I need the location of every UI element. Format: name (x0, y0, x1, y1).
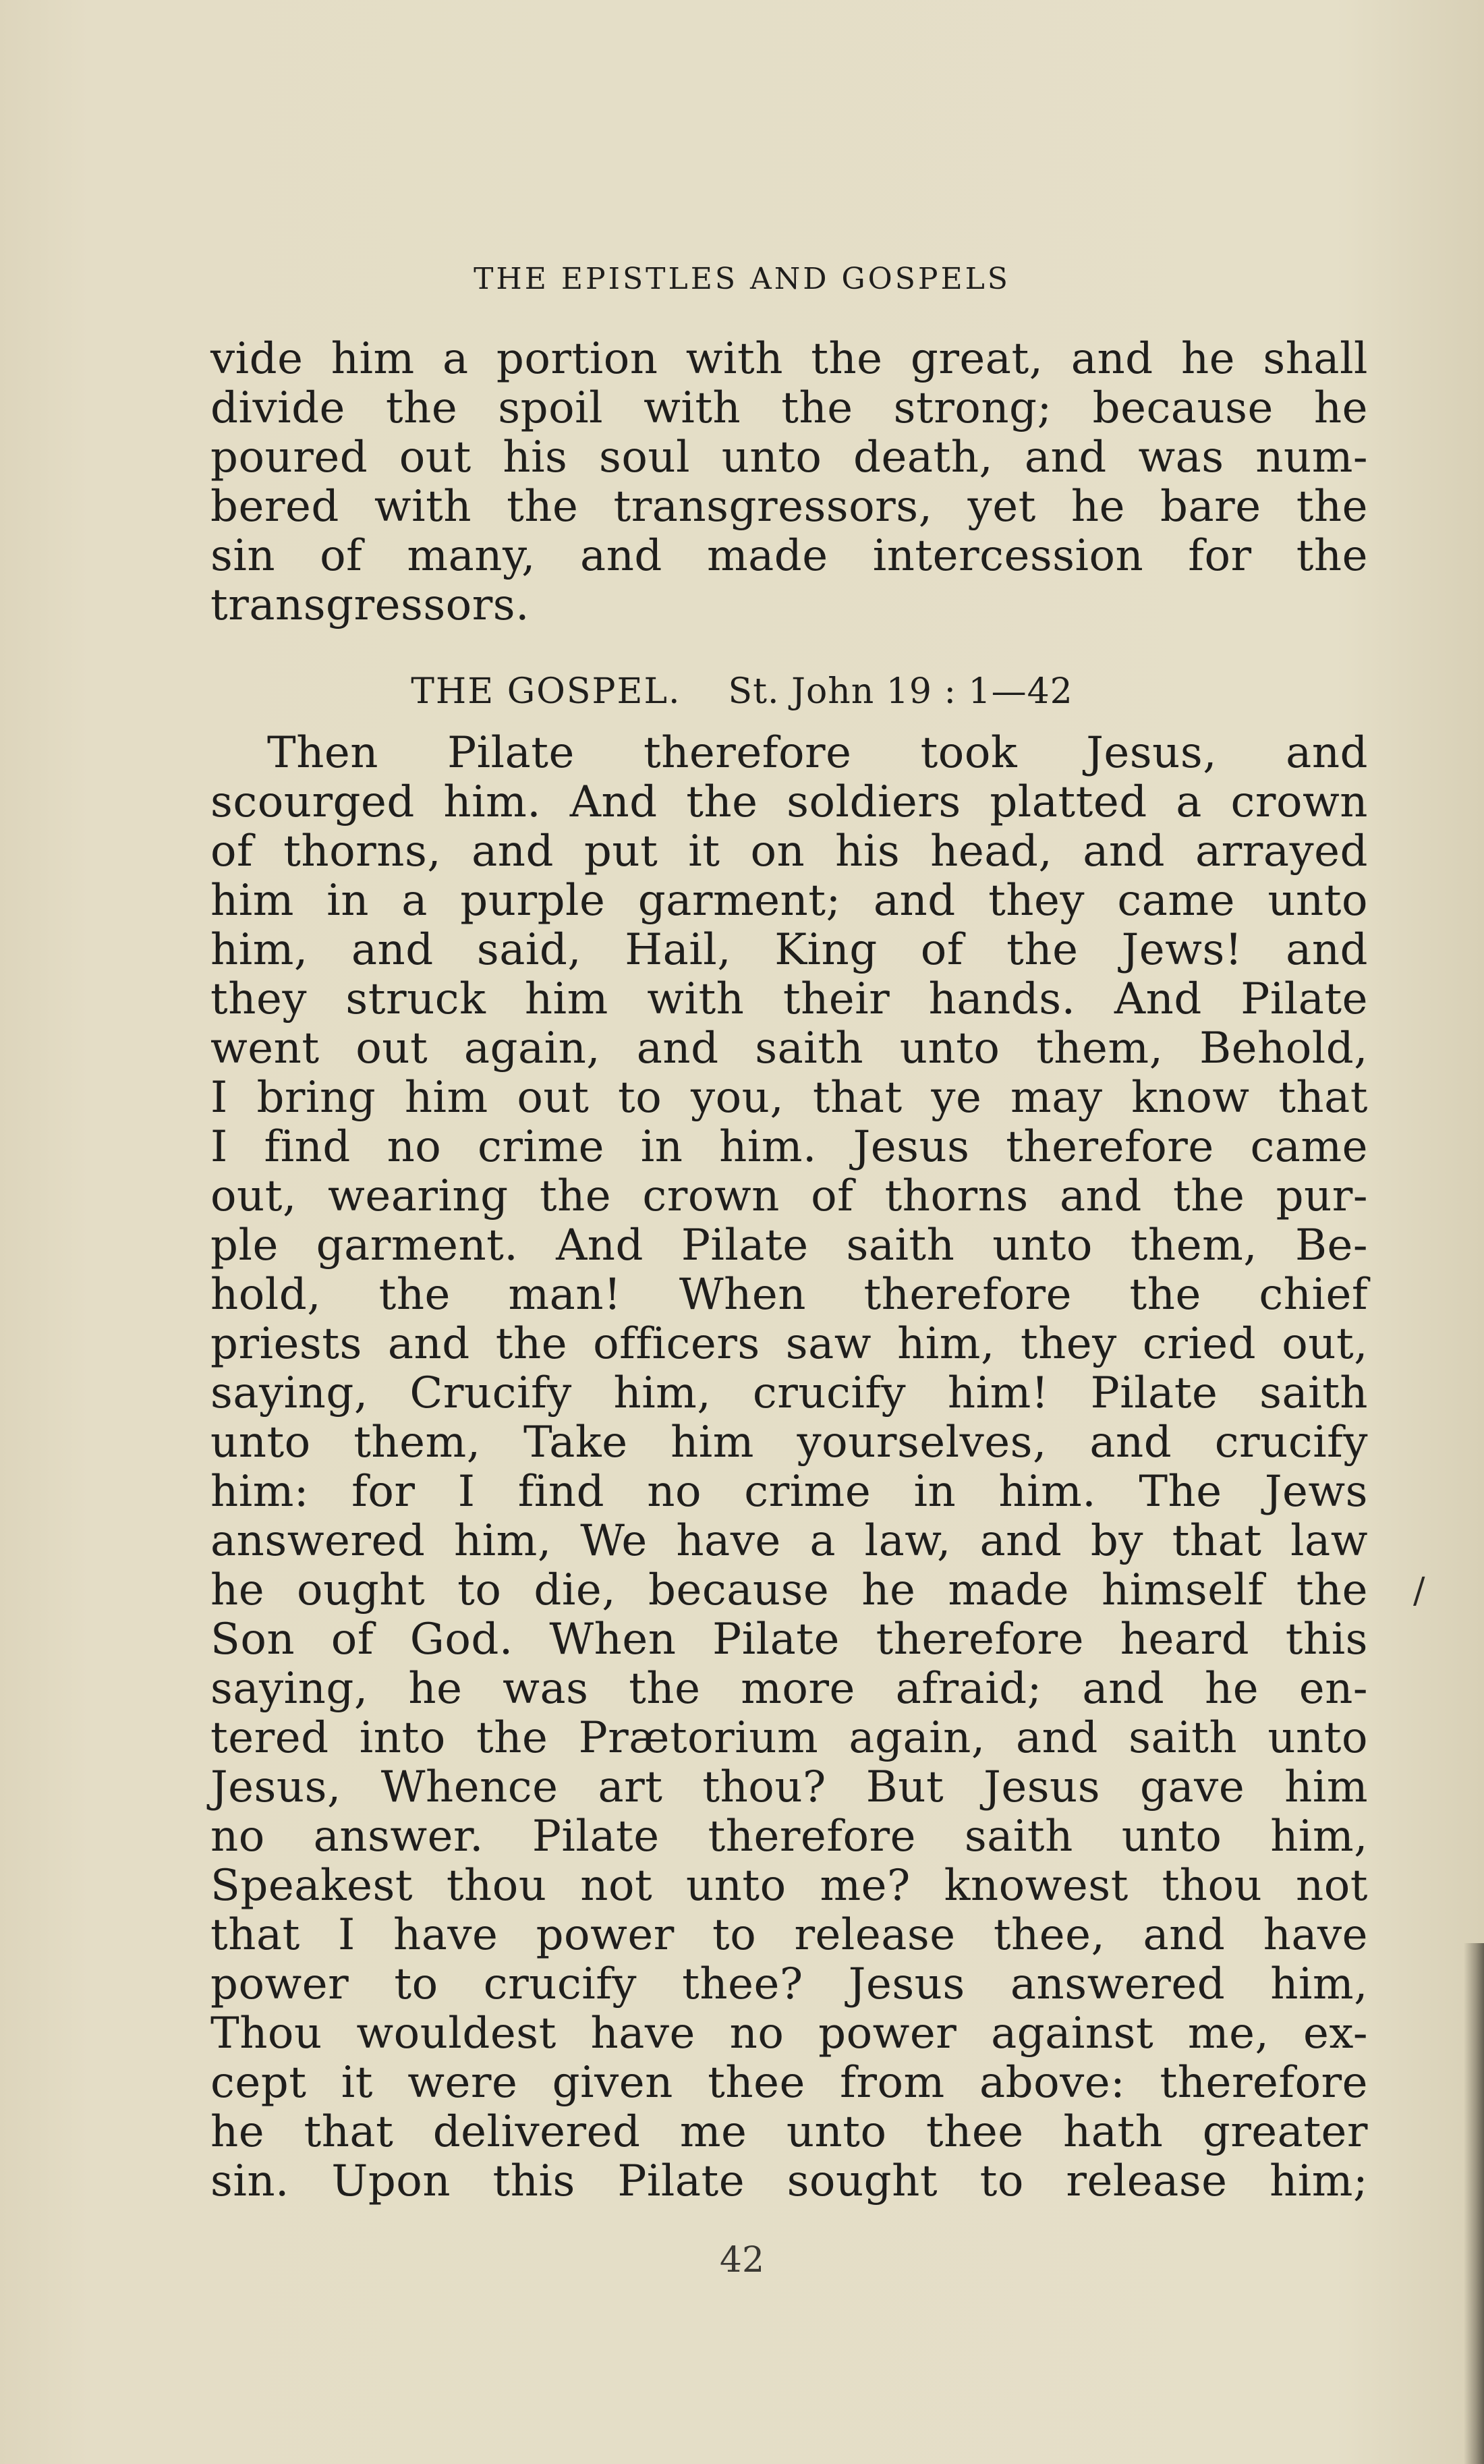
text-line: Thou wouldest have no power against me, ex- (210, 2009, 1368, 2059)
text-line: unto them, Take him yourselves, and crucify (210, 1418, 1368, 1467)
text-line: scourged him. And the soldiers platted a crown (210, 777, 1368, 827)
gospel-heading (0, 668, 1484, 715)
text-line: saying, he was the more afraid; and he en- (210, 1664, 1368, 1714)
text-line: no answer. Pilate therefore saith unto him, (210, 1812, 1368, 1861)
gospel-heading-label: THE GOSPEL. (411, 671, 681, 712)
margin-mark: / (1413, 1571, 1425, 1611)
text-line: power to crucify thee? Jesus answered him, (210, 1959, 1368, 2009)
text-line: sin. Upon this Pilate sought to release him; (210, 2156, 1368, 2206)
text-line: hold, the man! When therefore the chief (210, 1270, 1368, 1320)
text-line: saying, Crucify him, crucify him! Pilate saith (210, 1368, 1368, 1418)
text-line: ple garment. And Pilate saith unto them, Be- (210, 1221, 1368, 1270)
text-line: poured out his soul unto death, and was num- (210, 432, 1368, 482)
text-line: Then Pilate therefore took Jesus, and (267, 728, 1368, 778)
text-line: out, wearing the crown of thorns and the pur- (210, 1171, 1368, 1221)
text-line: bered with the transgressors, yet he bare the (210, 482, 1368, 532)
page-edge-shadow (1464, 1943, 1484, 2464)
text-line: transgressors. (210, 580, 530, 630)
text-line: went out again, and saith unto them, Behold, (210, 1024, 1368, 1073)
gospel-text-block (210, 729, 1368, 2206)
text-line: answered him, We have a law, and by that law (210, 1516, 1368, 1566)
text-line: I bring him out to you, that ye may know that (210, 1073, 1368, 1123)
running-head: THE EPISTLES AND GOSPELS (474, 262, 1010, 296)
text-line: he that delivered me unto thee hath greater (210, 2107, 1368, 2157)
text-line: they struck him with their hands. And Pilate (210, 974, 1368, 1024)
text-line: priests and the officers saw him, they cried out, (210, 1319, 1368, 1369)
epistle-text-block (210, 335, 1368, 630)
text-line: Jesus, Whence art thou? But Jesus gave him (210, 1762, 1368, 1812)
text-line: him in a purple garment; and they came unto (210, 876, 1368, 926)
text-line: of thorns, and put it on his head, and arrayed (210, 827, 1368, 876)
text-line: Son of God. When Pilate therefore heard this (210, 1615, 1368, 1664)
text-line: he ought to die, because he made himself the (210, 1565, 1368, 1615)
text-line: sin of many, and made intercession for the (210, 531, 1368, 581)
text-line: Speakest thou not unto me? knowest thou not (210, 1861, 1368, 1911)
text-line: tered into the Prætorium again, and saith unto (210, 1713, 1368, 1763)
text-line: him, and said, Hail, King of the Jews! and (210, 925, 1368, 975)
text-line: him: for I find no crime in him. The Jews (210, 1467, 1368, 1517)
page-number: 42 (719, 2240, 765, 2280)
text-line: vide him a portion with the great, and he shall (210, 334, 1368, 384)
text-line: cept it were given thee from above: therefore (210, 2058, 1368, 2108)
text-line: divide the spoil with the strong; because he (210, 383, 1368, 433)
text-line: that I have power to release thee, and have (210, 1910, 1368, 1960)
text-line: I find no crime in him. Jesus therefore came (210, 1122, 1368, 1172)
gospel-heading-reference: St. John 19 : 1—42 (728, 671, 1073, 712)
